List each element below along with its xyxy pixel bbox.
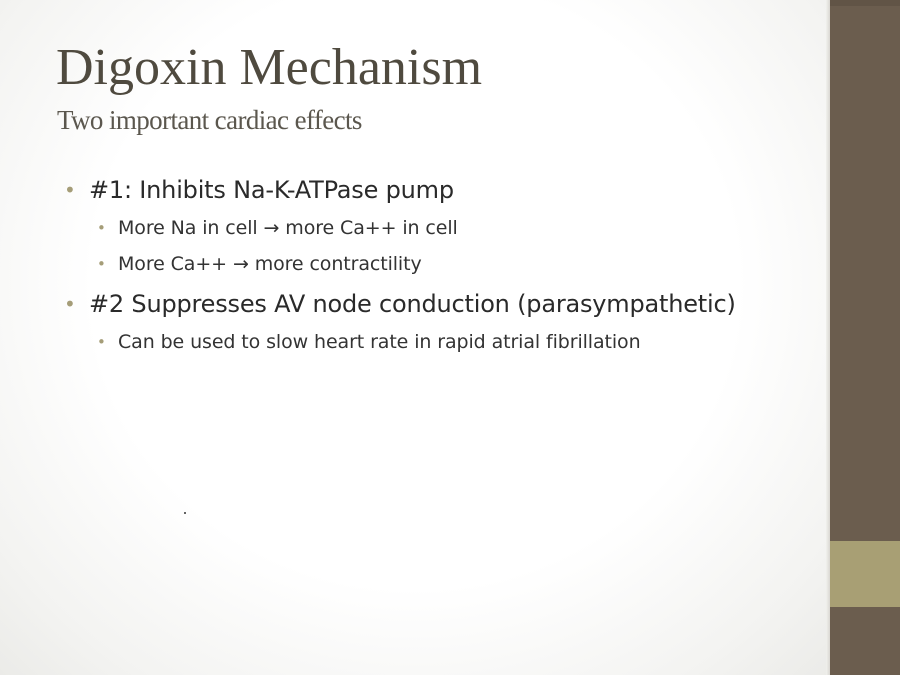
bullet-dot-icon: • [64, 178, 76, 202]
sub-bullet-text: More Ca++ → more contractility [118, 253, 422, 275]
slide-title: Digoxin Mechanism [56, 39, 483, 96]
bullet-text: #2 Suppresses AV node conduction (parasympathetic) [89, 290, 736, 318]
bullet-dot-icon: • [64, 292, 76, 316]
sub-bullet-text: More Na in cell → more Ca++ in cell [118, 217, 458, 239]
bullet-dot-icon: • [97, 219, 106, 237]
sub-bullet-item [97, 215, 458, 241]
bullet-text: #1: Inhibits Na-K-ATPase pump [89, 176, 454, 204]
sub-bullet-item [97, 329, 641, 355]
sidebar-accent-block [830, 541, 900, 607]
sub-bullet-text: Can be used to slow heart rate in rapid atrial fibrillation [118, 331, 641, 353]
stray-dot [184, 512, 186, 514]
right-arrow-icon: → [263, 217, 280, 239]
bullet-dot-icon: • [97, 333, 106, 351]
sidebar-top-shade [830, 0, 900, 6]
slide-subtitle: Two important cardiac effects [57, 105, 362, 135]
bullet-item [64, 175, 454, 205]
decorative-sidebar [830, 0, 900, 675]
sub-bullet-item [97, 251, 422, 277]
bullet-dot-icon: • [97, 255, 106, 273]
bullet-item [64, 289, 736, 319]
right-arrow-icon: → [232, 253, 249, 275]
